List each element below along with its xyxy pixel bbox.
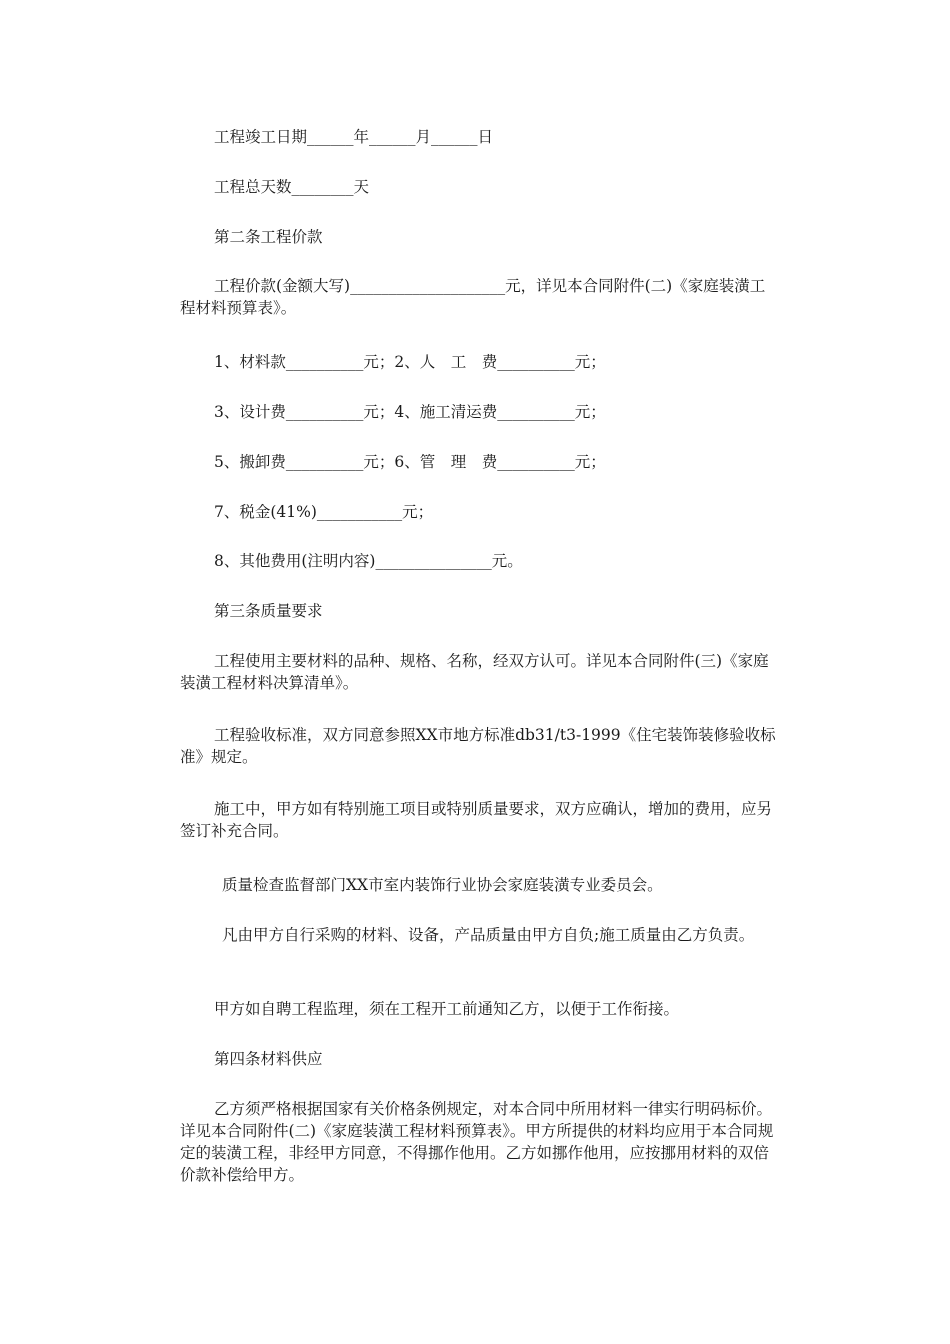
quality-supervision-paragraph: 质量检查监督部门XX市室内装饰行业协会家庭装潢专业委员会。 — [222, 876, 663, 894]
supervision-notice-paragraph: 甲方如自聘工程监理，须在工程开工前通知乙方，以便于工作衔接。 — [214, 1000, 680, 1018]
fee-line-5-6: 5、搬卸费__________元；6、管 理 费__________元； — [214, 453, 606, 471]
article-4-heading: 第四条材料供应 — [214, 1050, 323, 1068]
fee-line-3-4: 3、设计费__________元；4、施工清运费__________元； — [214, 403, 606, 421]
fee-line-7: 7、税金(41%)___________元； — [214, 503, 434, 521]
fee-line-8: 8、其他费用(注明内容)_______________元。 — [214, 552, 523, 570]
fee-line-1-2: 1、材料款__________元；2、人 工 费__________元； — [214, 353, 606, 371]
special-requirements-paragraph: 施工中，甲方如有特别施工项目或特别质量要求，双方应确认，增加的费用，应另签订补充合同。 — [180, 800, 773, 840]
materials-approval-paragraph: 工程使用主要材料的品种、规格、名称，经双方认可。详见本合同附件(三)《家庭装潢工程材料决算清单》。 — [180, 652, 769, 692]
article-3-heading: 第三条质量要求 — [214, 602, 323, 620]
quality-responsibility-paragraph: 凡由甲方自行采购的材料、设备，产品质量由甲方自负;施工质量由乙方负责。 — [222, 926, 755, 944]
material-supply-paragraph: 乙方须严格根据国家有关价格条例规定，对本合同中所用材料一律实行明码标价。详见本合同附件(二)《家庭装潢工程材料预算表》。甲方所提供的材料均应用于本合同规定的装潢工程，非经甲方同意，不得挪作他用。乙方如挪作他用，应按挪用材料的双倍价款补偿给甲方。 — [180, 1100, 774, 1184]
total-days-line: 工程总天数________天 — [214, 178, 370, 196]
project-price-paragraph: 工程价款(金额大写)____________________元，详见本合同附件(二)《家庭装潢工程材料预算表》。 — [180, 277, 766, 317]
acceptance-standard-paragraph: 工程验收标准，双方同意参照XX市地方标准db31/t3-1999《住宅装饰装修验收标准》规定。 — [180, 726, 776, 766]
completion-date-line: 工程竣工日期______年______月______日 — [214, 128, 494, 146]
article-2-heading: 第二条工程价款 — [214, 228, 323, 246]
